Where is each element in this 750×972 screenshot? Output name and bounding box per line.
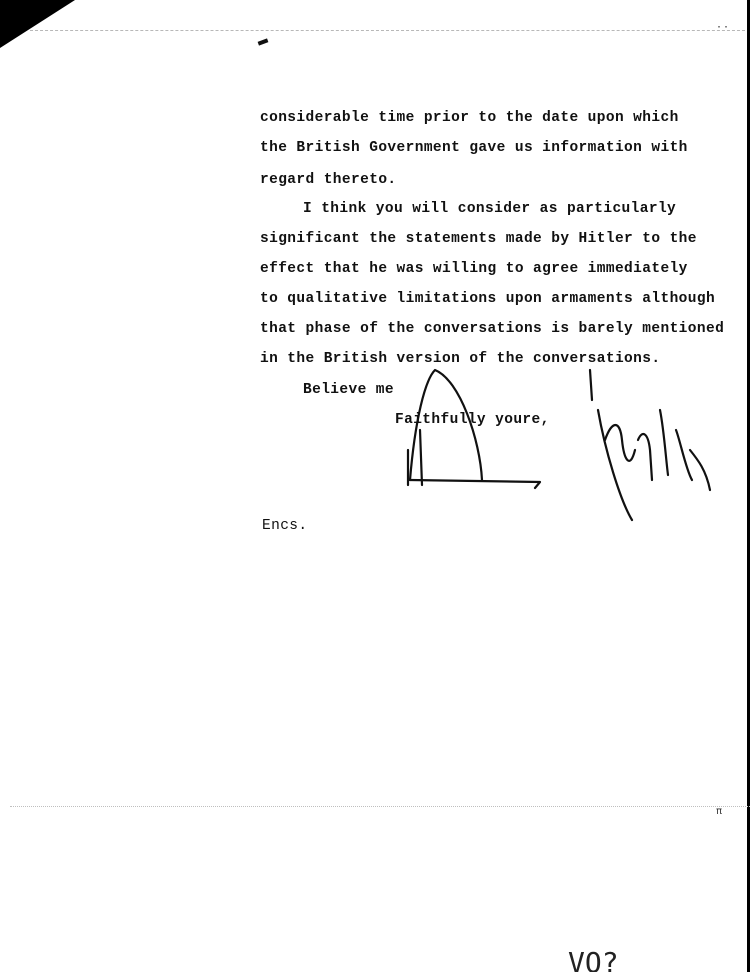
margin-tick — [258, 38, 269, 45]
footer-mark: VO? — [568, 946, 619, 972]
top-rule — [30, 30, 750, 31]
body-line-2: the British Government gave us information with — [260, 140, 688, 156]
valediction: Faithfully youre, — [395, 412, 550, 428]
handwritten-signature — [380, 360, 750, 540]
body-line-7: to qualitative limitations upon armaments although — [260, 291, 716, 307]
bottom-rule — [10, 806, 750, 807]
body-line-6: effect that he was willing to agree immediately — [260, 261, 688, 277]
body-line-4: I think you will consider as particularly — [303, 201, 677, 217]
body-line-3: regard thereto. — [260, 172, 397, 188]
body-line-1: considerable time prior to the date upon which — [260, 110, 679, 126]
body-line-9: in the British version of the conversations. — [260, 351, 661, 367]
corner-fold — [0, 0, 75, 48]
closing: Believe me — [303, 382, 395, 398]
enclosure-note: Encs. — [262, 518, 308, 534]
right-margin-mark: π — [716, 806, 723, 817]
body-line-5: significant the statements made by Hitler to the — [260, 231, 697, 247]
top-right-mark: ·· — [716, 22, 731, 33]
body-line-8: that phase of the conversations is barely mentioned — [260, 321, 725, 337]
